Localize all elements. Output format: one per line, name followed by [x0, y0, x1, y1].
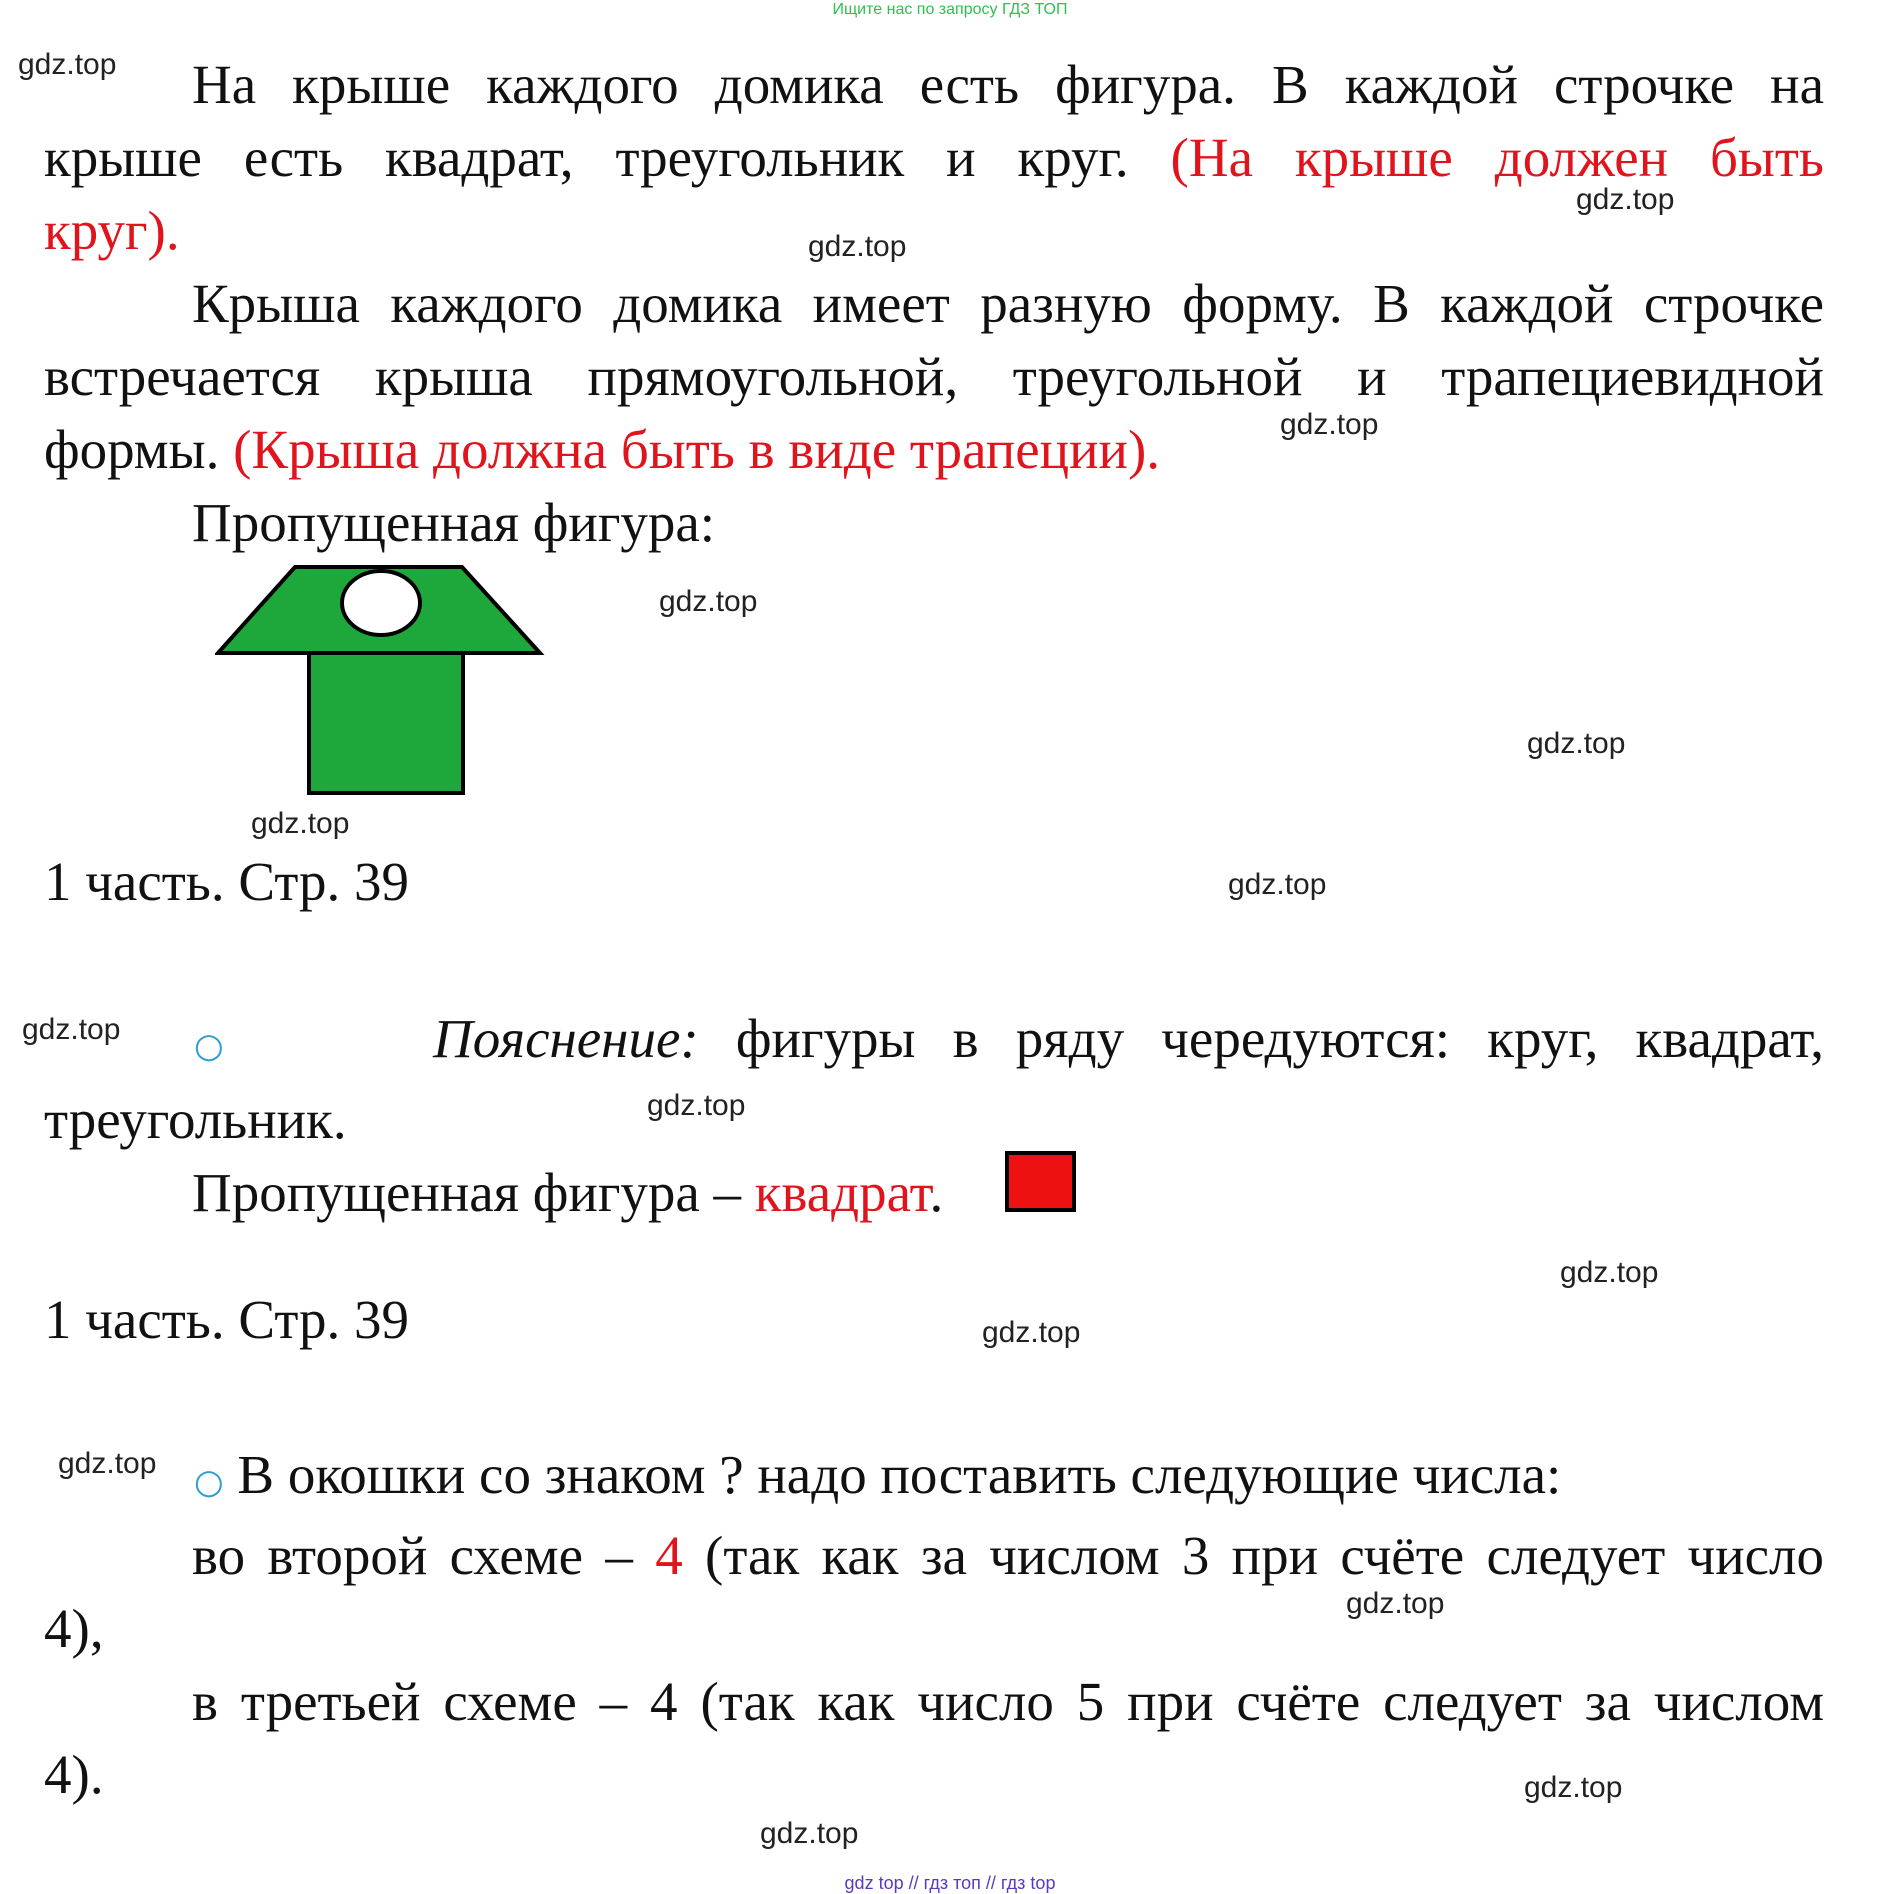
text-fragment: формы.	[44, 419, 220, 480]
missing-figure-label: Пропущенная фигура:	[192, 492, 716, 553]
watermark: gdz.top	[808, 230, 907, 263]
watermark: gdz.top	[1280, 408, 1379, 441]
watermark: gdz.top	[647, 1089, 746, 1122]
watermark: gdz.top	[659, 585, 758, 618]
section-heading: 1 часть. Стр. 39	[44, 851, 410, 912]
text-line: Крыша каждого домика имеет разную форму. В каждой строчке	[192, 273, 1824, 334]
section-heading: 1 часть. Стр. 39	[44, 1289, 410, 1350]
watermark: gdz.top	[1346, 1587, 1445, 1620]
text-fragment: фигуры в ряду чередуются: круг, квадрат,	[735, 1008, 1825, 1069]
house-figure	[215, 560, 555, 810]
text-fragment: во второй схеме –	[192, 1525, 633, 1586]
watermark: gdz.top	[58, 1447, 157, 1480]
text-line: 4).	[44, 1744, 104, 1805]
watermark: gdz.top	[982, 1316, 1081, 1349]
answer-red-text: 4	[655, 1525, 683, 1586]
watermark: gdz.top	[1576, 183, 1675, 216]
watermark: gdz.top	[1524, 1771, 1623, 1804]
answer-red-text: (Крыша должна быть в виде трапеции).	[233, 419, 1161, 480]
top-banner: Ищите нас по запросу ГДЗ ТОП	[832, 1, 1068, 18]
answer-red-text: квадрат	[754, 1162, 930, 1223]
watermark: gdz.top	[1560, 1256, 1659, 1289]
paragraph-roof-figure	[44, 48, 1824, 267]
explanation-label: Пояснение:	[433, 1008, 699, 1069]
paragraph-explanation	[44, 1002, 1824, 1229]
text-line: На крыше каждого домика есть фигура. В каждой строчке на	[192, 54, 1824, 115]
text-fragment: .	[929, 1162, 944, 1223]
text-line: 4),	[44, 1598, 104, 1659]
answer-red-text: (На крыше должен быть	[1170, 127, 1824, 188]
text-fragment: крыше есть квадрат, треугольник и круг.	[44, 127, 1129, 188]
circle-on-roof	[342, 571, 420, 635]
watermark: gdz.top	[760, 1817, 859, 1850]
text-line: треугольник.	[44, 1089, 347, 1150]
footer-links: gdz top // гдз топ // гдз top	[844, 1873, 1056, 1893]
watermark: gdz.top	[18, 48, 117, 81]
paragraph-numbers	[44, 1438, 1824, 1811]
square-body	[309, 653, 463, 793]
text-fragment: (так как за числом 3 при счёте следует число	[705, 1525, 1825, 1586]
watermark: gdz.top	[1228, 868, 1327, 901]
text-line: в третьей схеме – 4 (так как число 5 при счёте следует за числом	[192, 1671, 1824, 1732]
text-line: встречается крыша прямоугольной, треугольной и трапециевидной	[44, 346, 1824, 407]
watermark: gdz.top	[1527, 727, 1626, 760]
bullet-circle-icon: ○	[194, 1462, 224, 1502]
paragraph-roof-shape	[44, 267, 1824, 559]
bullet-circle-icon: ○	[194, 1026, 248, 1066]
text-fragment: Пропущенная фигура –	[192, 1162, 742, 1223]
red-square-figure	[1004, 1150, 1080, 1216]
red-square	[1007, 1153, 1074, 1210]
answer-red-text: круг).	[44, 200, 180, 261]
watermark: gdz.top	[251, 807, 350, 840]
watermark: gdz.top	[22, 1013, 121, 1046]
text-fragment: В окошки со знаком ? надо поставить следующие числа:	[237, 1444, 1562, 1505]
